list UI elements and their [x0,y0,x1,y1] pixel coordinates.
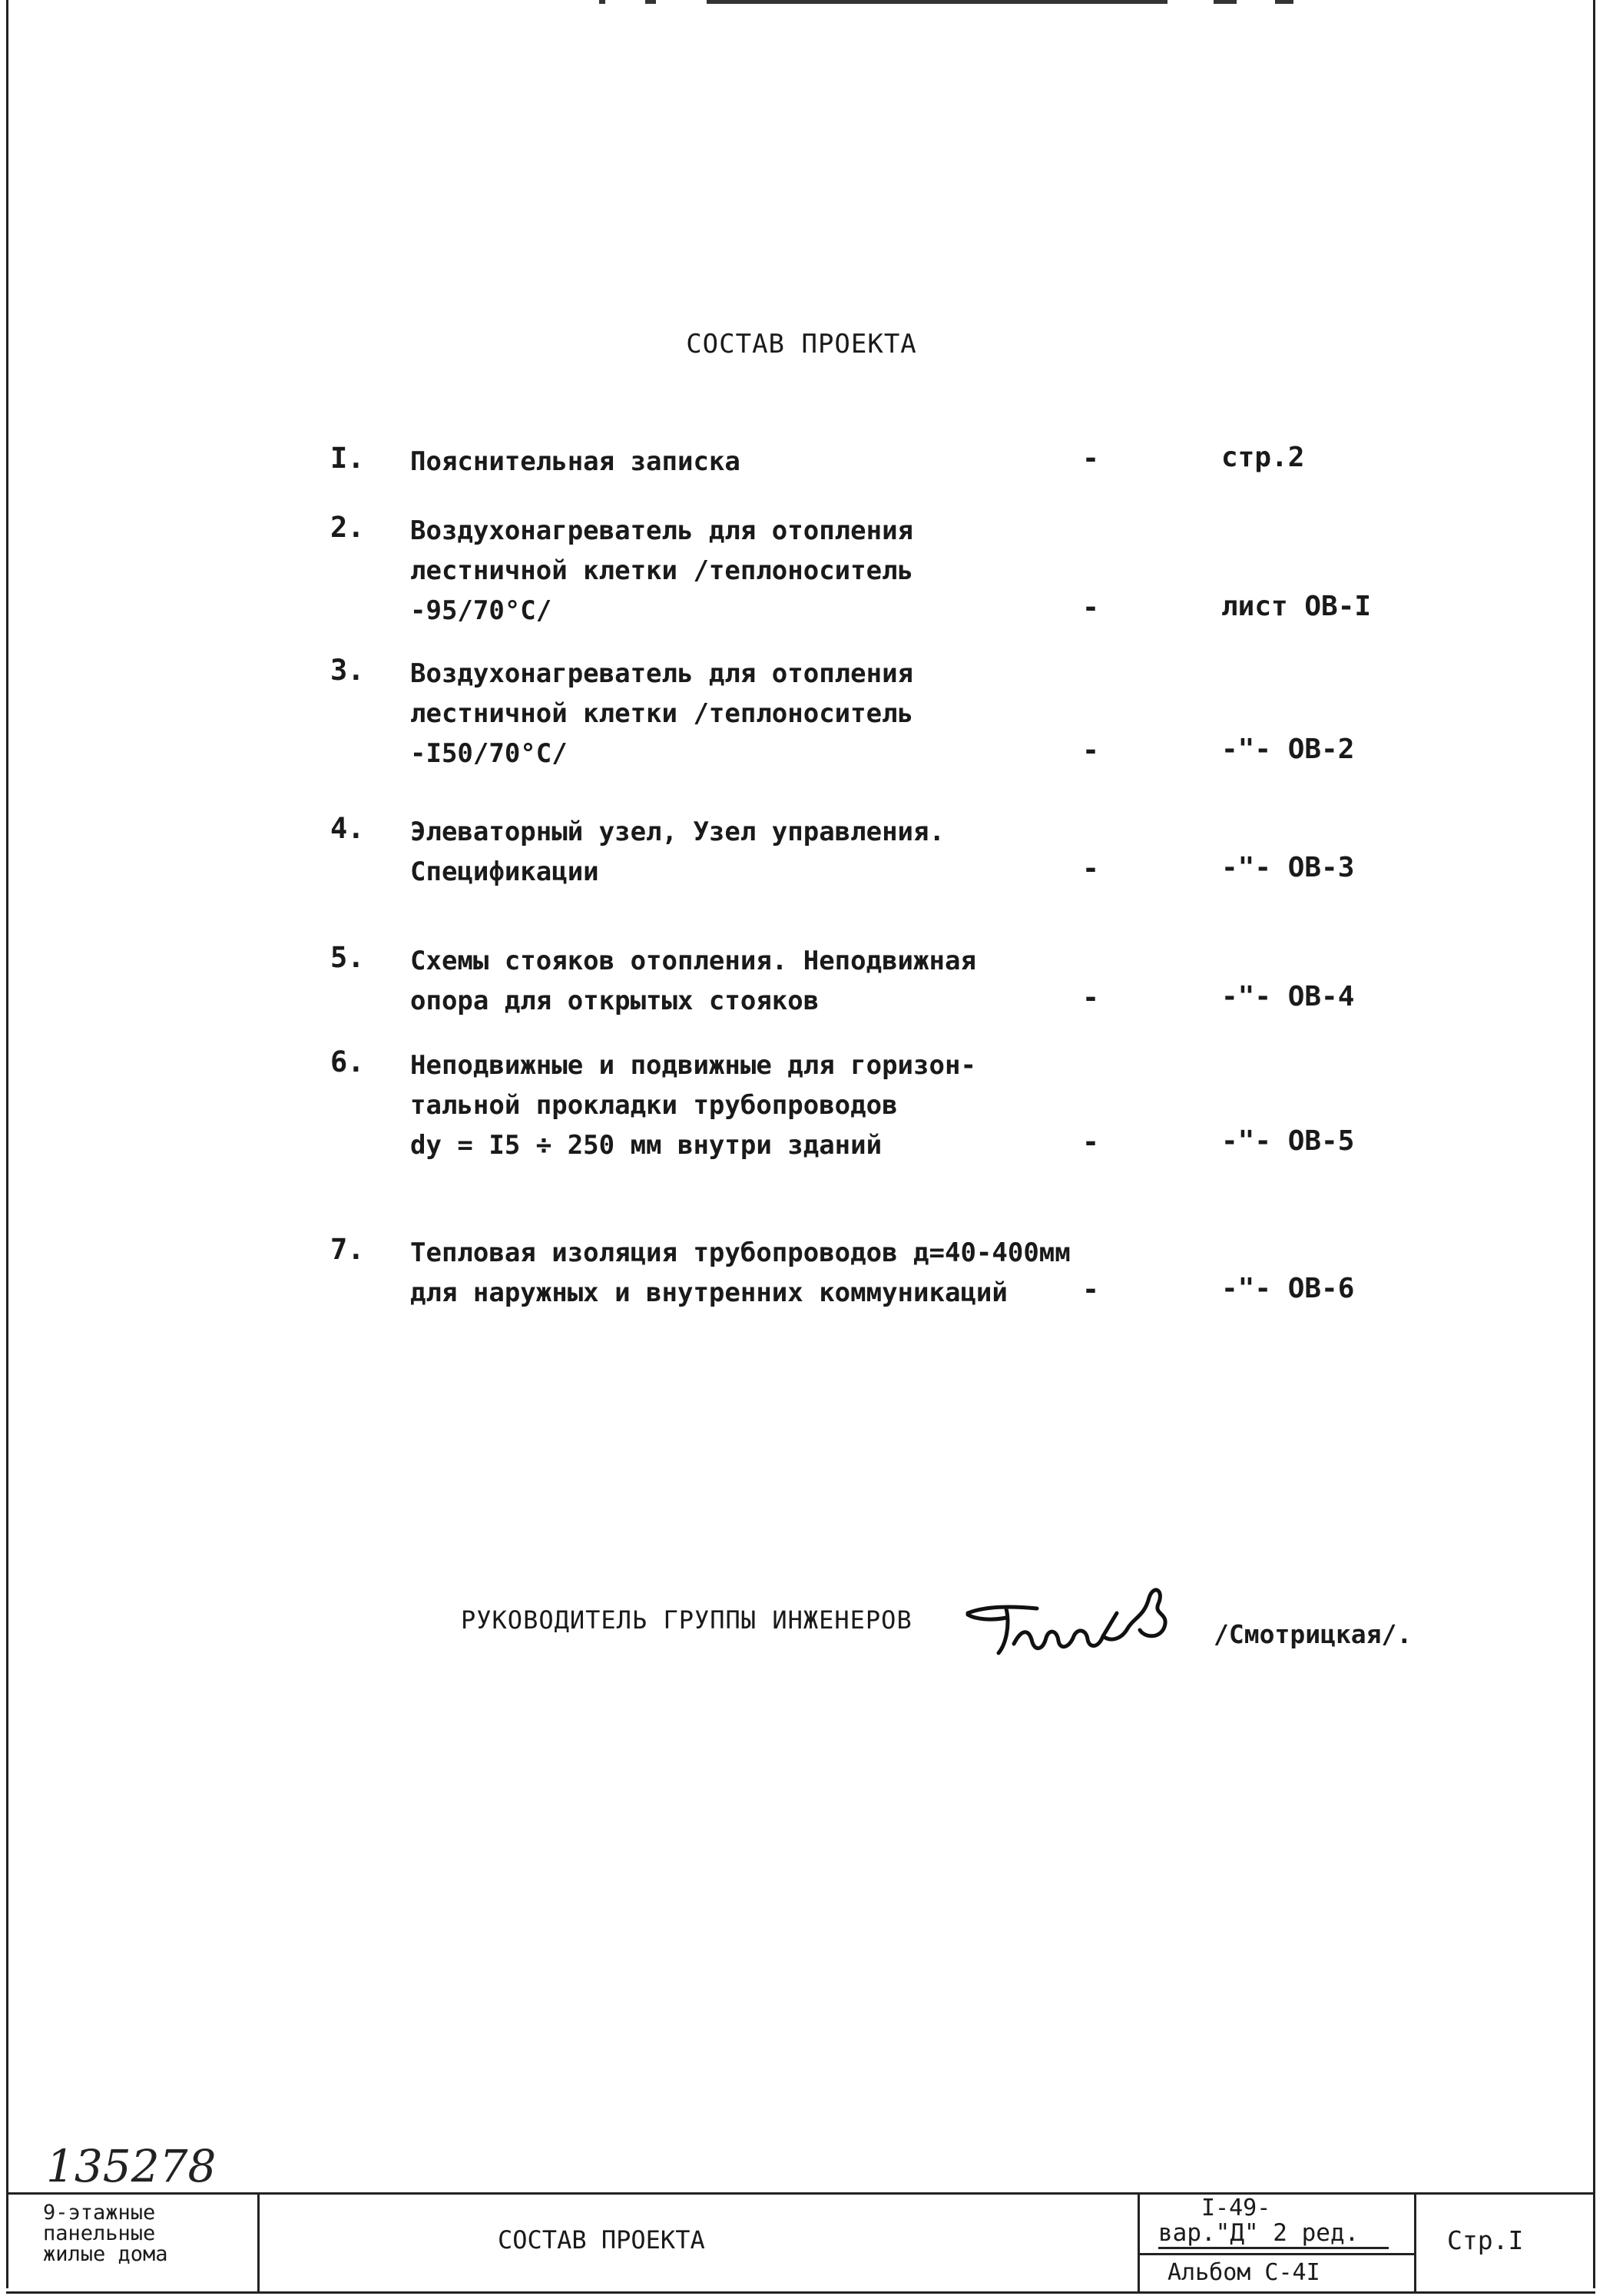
toc-ref: лист ОВ-I [1221,591,1372,622]
toc-line: Элеваторный узел, Узел управления. [410,817,945,847]
signature-block [461,1582,1536,1690]
toc-item-text [410,1045,1101,1165]
signature-label: РУКОВОДИТЕЛЬ ГРУППЫ ИНЖЕНЕРОВ [461,1605,912,1635]
archive-number-text: 135278 [46,2140,217,2192]
stamp-left-line: жилые дома [43,2242,168,2266]
toc-ref: -"- ОВ-6 [1221,1273,1355,1304]
toc-item-text [410,511,1101,631]
title-block-stamp [6,2192,1595,2294]
toc-ref: -"- ОВ-3 [1221,852,1355,883]
toc-ref: -"- ОВ-4 [1221,981,1355,1012]
toc-item-text [410,941,1101,1021]
stamp-series-cell [1140,2195,1416,2291]
toc-line: dу = I5 ÷ 250 мм внутри зданий [410,1130,883,1161]
stamp-page-cell [1416,2195,1595,2291]
stamp-album: Альбом С-4I [1167,2259,1320,2286]
toc-dash: - [1081,1273,1100,1306]
toc-line: Воздухонагреватель для отопления [410,658,914,689]
toc-line: Тепловая изоляция трубопроводов д=40-400мм [410,1237,1071,1268]
toc-dash: - [1081,734,1100,767]
archive-number-handwritten [46,2139,246,2193]
toc-item-number: 3. [330,654,365,687]
stamp-building-type [6,2195,260,2291]
stamp-page: Стр.I [1447,2225,1524,2255]
toc-line: опора для открытых стояков [410,986,820,1016]
toc-dash: - [1081,442,1100,475]
toc-item-number: 5. [330,941,365,974]
toc-line: Воздухонагреватель для отопления [410,515,914,546]
stamp-left-line: 9-этажные [43,2201,156,2225]
toc-item-number: 7. [330,1233,365,1266]
toc-line: тальной прокладки трубопроводов [410,1090,898,1121]
toc-line: Неподвижные и подвижные для горизон- [410,1050,976,1081]
toc-line: лестничной клетки /теплоноситель [410,698,914,729]
toc-line: лестничной клетки /теплоноситель [410,555,914,586]
toc-dash: - [1081,591,1100,624]
stamp-title-cell [260,2195,1140,2291]
toc-line: для наружных и внутренних коммуникаций [410,1277,1008,1308]
toc-ref: -"- ОВ-5 [1221,1125,1355,1157]
stamp-series: I-49- [1201,2195,1271,2221]
toc-line: Пояснительная записка [410,446,740,477]
toc-dash: - [1081,981,1100,1014]
toc-ref: -"- ОВ-2 [1221,734,1355,765]
stamp-divider [1140,2253,1414,2255]
handwritten-signature [952,1582,1198,1675]
toc-item-text [410,654,1101,774]
toc-item-number: I. [330,442,365,475]
toc-item-text [410,812,1101,892]
toc-item-text [410,442,1101,482]
toc-line: -95/70°C/ [410,595,552,626]
stamp-left-line: панельные [43,2221,156,2245]
toc-item-number: 4. [330,812,365,845]
toc-dash: - [1081,1125,1100,1158]
toc-dash: - [1081,852,1100,885]
stamp-variant: вар."Д" 2 ред. [1158,2219,1389,2249]
toc-line: Схемы стояков отопления. Неподвижная [410,946,976,976]
toc-item-number: 6. [330,1045,365,1078]
toc-item-text [410,1233,1101,1313]
toc-ref: стр.2 [1221,442,1305,473]
signature-name: /Смотрицкая/. [1214,1619,1413,1649]
top-edge-marks [599,0,1336,5]
toc-line: -I50/70°C/ [410,738,568,769]
toc-line: Спецификации [410,856,599,887]
toc-item-number: 2. [330,511,365,544]
stamp-title: СОСТАВ ПРОЕКТА [498,2225,705,2255]
document-title: СОСТАВ ПРОЕКТА [686,329,917,359]
